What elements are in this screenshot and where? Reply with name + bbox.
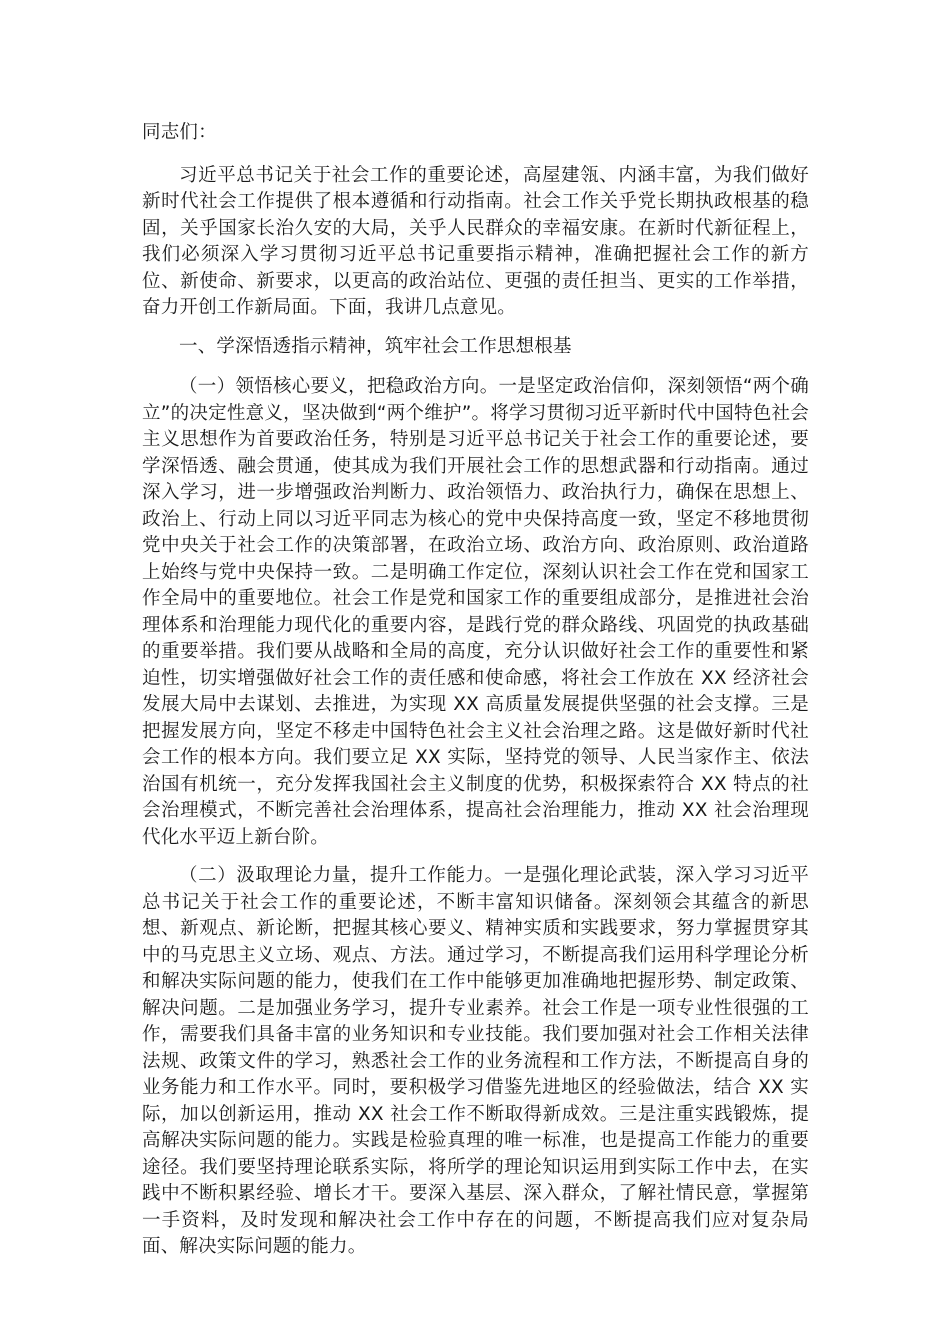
intro-paragraph: 习近平总书记关于社会工作的重要论述，高屋建瓴、内涵丰富，为我们做好新时代社会工作提供了根本遵循和行动指南。社会工作关乎党长期执政根基的稳固，关乎国家长治久安的大局，关乎人民群众的幸福安康。在新时代新征程上，我们必须深入学习贯彻习近平总书记重要指示精神，准确把握社会工作的新方位、新使命、新要求，以更高的政治站位、更强的责任担当、更实的工作举措，奋力开创工作新局面。下面，我讲几点意见。 — [142, 164, 809, 318]
document-page — [142, 120, 809, 1273]
body-paragraph-1: （一）领悟核心要义，把稳政治方向。一是坚定政治信仰，深刻领悟“两个确立”的决定性意义，坚决做到“两个维护”。将学习贯彻习近平新时代中国特色社会主义思想作为首要政治任务，特别是习近平总书记关于社会工作的重要论述，要学深悟透、融会贯通，使其成为我们开展社会工作的思想武器和行动指南。通过深入学习，进一步增强政治判断力、政治领悟力、政治执行力，确保在思想上、政治上、行动上同以习近平同志为核心的党中央保持高度一致，坚定不移地贯彻党中央关于社会工作的决策部署，在政治立场、政治方向、政治原则、政治道路上始终与党中央保持一致。二是明确工作定位，深刻认识社会工作在党和国家工作全局中的重要地位。社会工作是党和国家工作的重要组成部分，是推进社会治理体系和治理能力现代化的重要内容，是践行党的群众路线、巩固党的执政基础的重要举措。我们要从战略和全局的高度，充分认识做好社会工作的重要性和紧迫性，切实增强做好社会工作的责任感和使命感，将社会工作放在 XX 经济社会发展大局中去谋划、去推进，为实现 XX 高质量发展提供坚强的社会支撑。三是把握发展方向，坚定不移走中国特色社会主义社会治理之路。这是做好新时代社会工作的根本方向。我们要立足 XX 实际，坚持党的领导、人民当家作主、依法治国有机统一，充分发挥我国社会主义制度的优势，积极探索符合 XX 特点的社会治理模式，不断完善社会治理体系，提高社会治理能力，推动 XX 社会治理现代化水平迈上新台阶。 — [142, 376, 809, 848]
section-heading: 一、学深悟透指示精神，筑牢社会工作思想根基 — [179, 335, 572, 357]
salutation: 同志们： — [142, 122, 217, 143]
body-paragraph-2: （二）汲取理论力量，提升工作能力。一是强化理论武装，深入学习习近平总书记关于社会工作的重要论述，不断丰富知识储备。深刻领会其蕴含的新思想、新观点、新论断，把握其核心要义、精神实质和实践要求，努力掌握贯穿其中的马克思主义立场、观点、方法。通过学习，不断提高我们运用科学理论分析和解决实际问题的能力，使我们在工作中能够更加准确地把握形势、制定政策、解决问题。二是加强业务学习，提升专业素养。社会工作是一项专业性很强的工作，需要我们具备丰富的业务知识和专业技能。我们要加强对社会工作相关法律法规、政策文件的学习，熟悉社会工作的业务流程和工作方法，不断提高自身的业务能力和工作水平。同时，要积极学习借鉴先进地区的经验做法，结合 XX 实际，加以创新运用，推动 XX 社会工作不断取得新成效。三是注重实践锻炼，提高解决实际问题的能力。实践是检验真理的唯一标准，也是提高工作能力的重要途径。我们要坚持理论联系实际，将所学的理论知识运用到实际工作中去，在实践中不断积累经验、增长才干。要深入基层、深入群众，了解社情民意，掌握第一手资料，及时发现和解决社会工作中存在的问题，不断提高我们应对复杂局面、解决实际问题的能力。 — [142, 865, 809, 1257]
